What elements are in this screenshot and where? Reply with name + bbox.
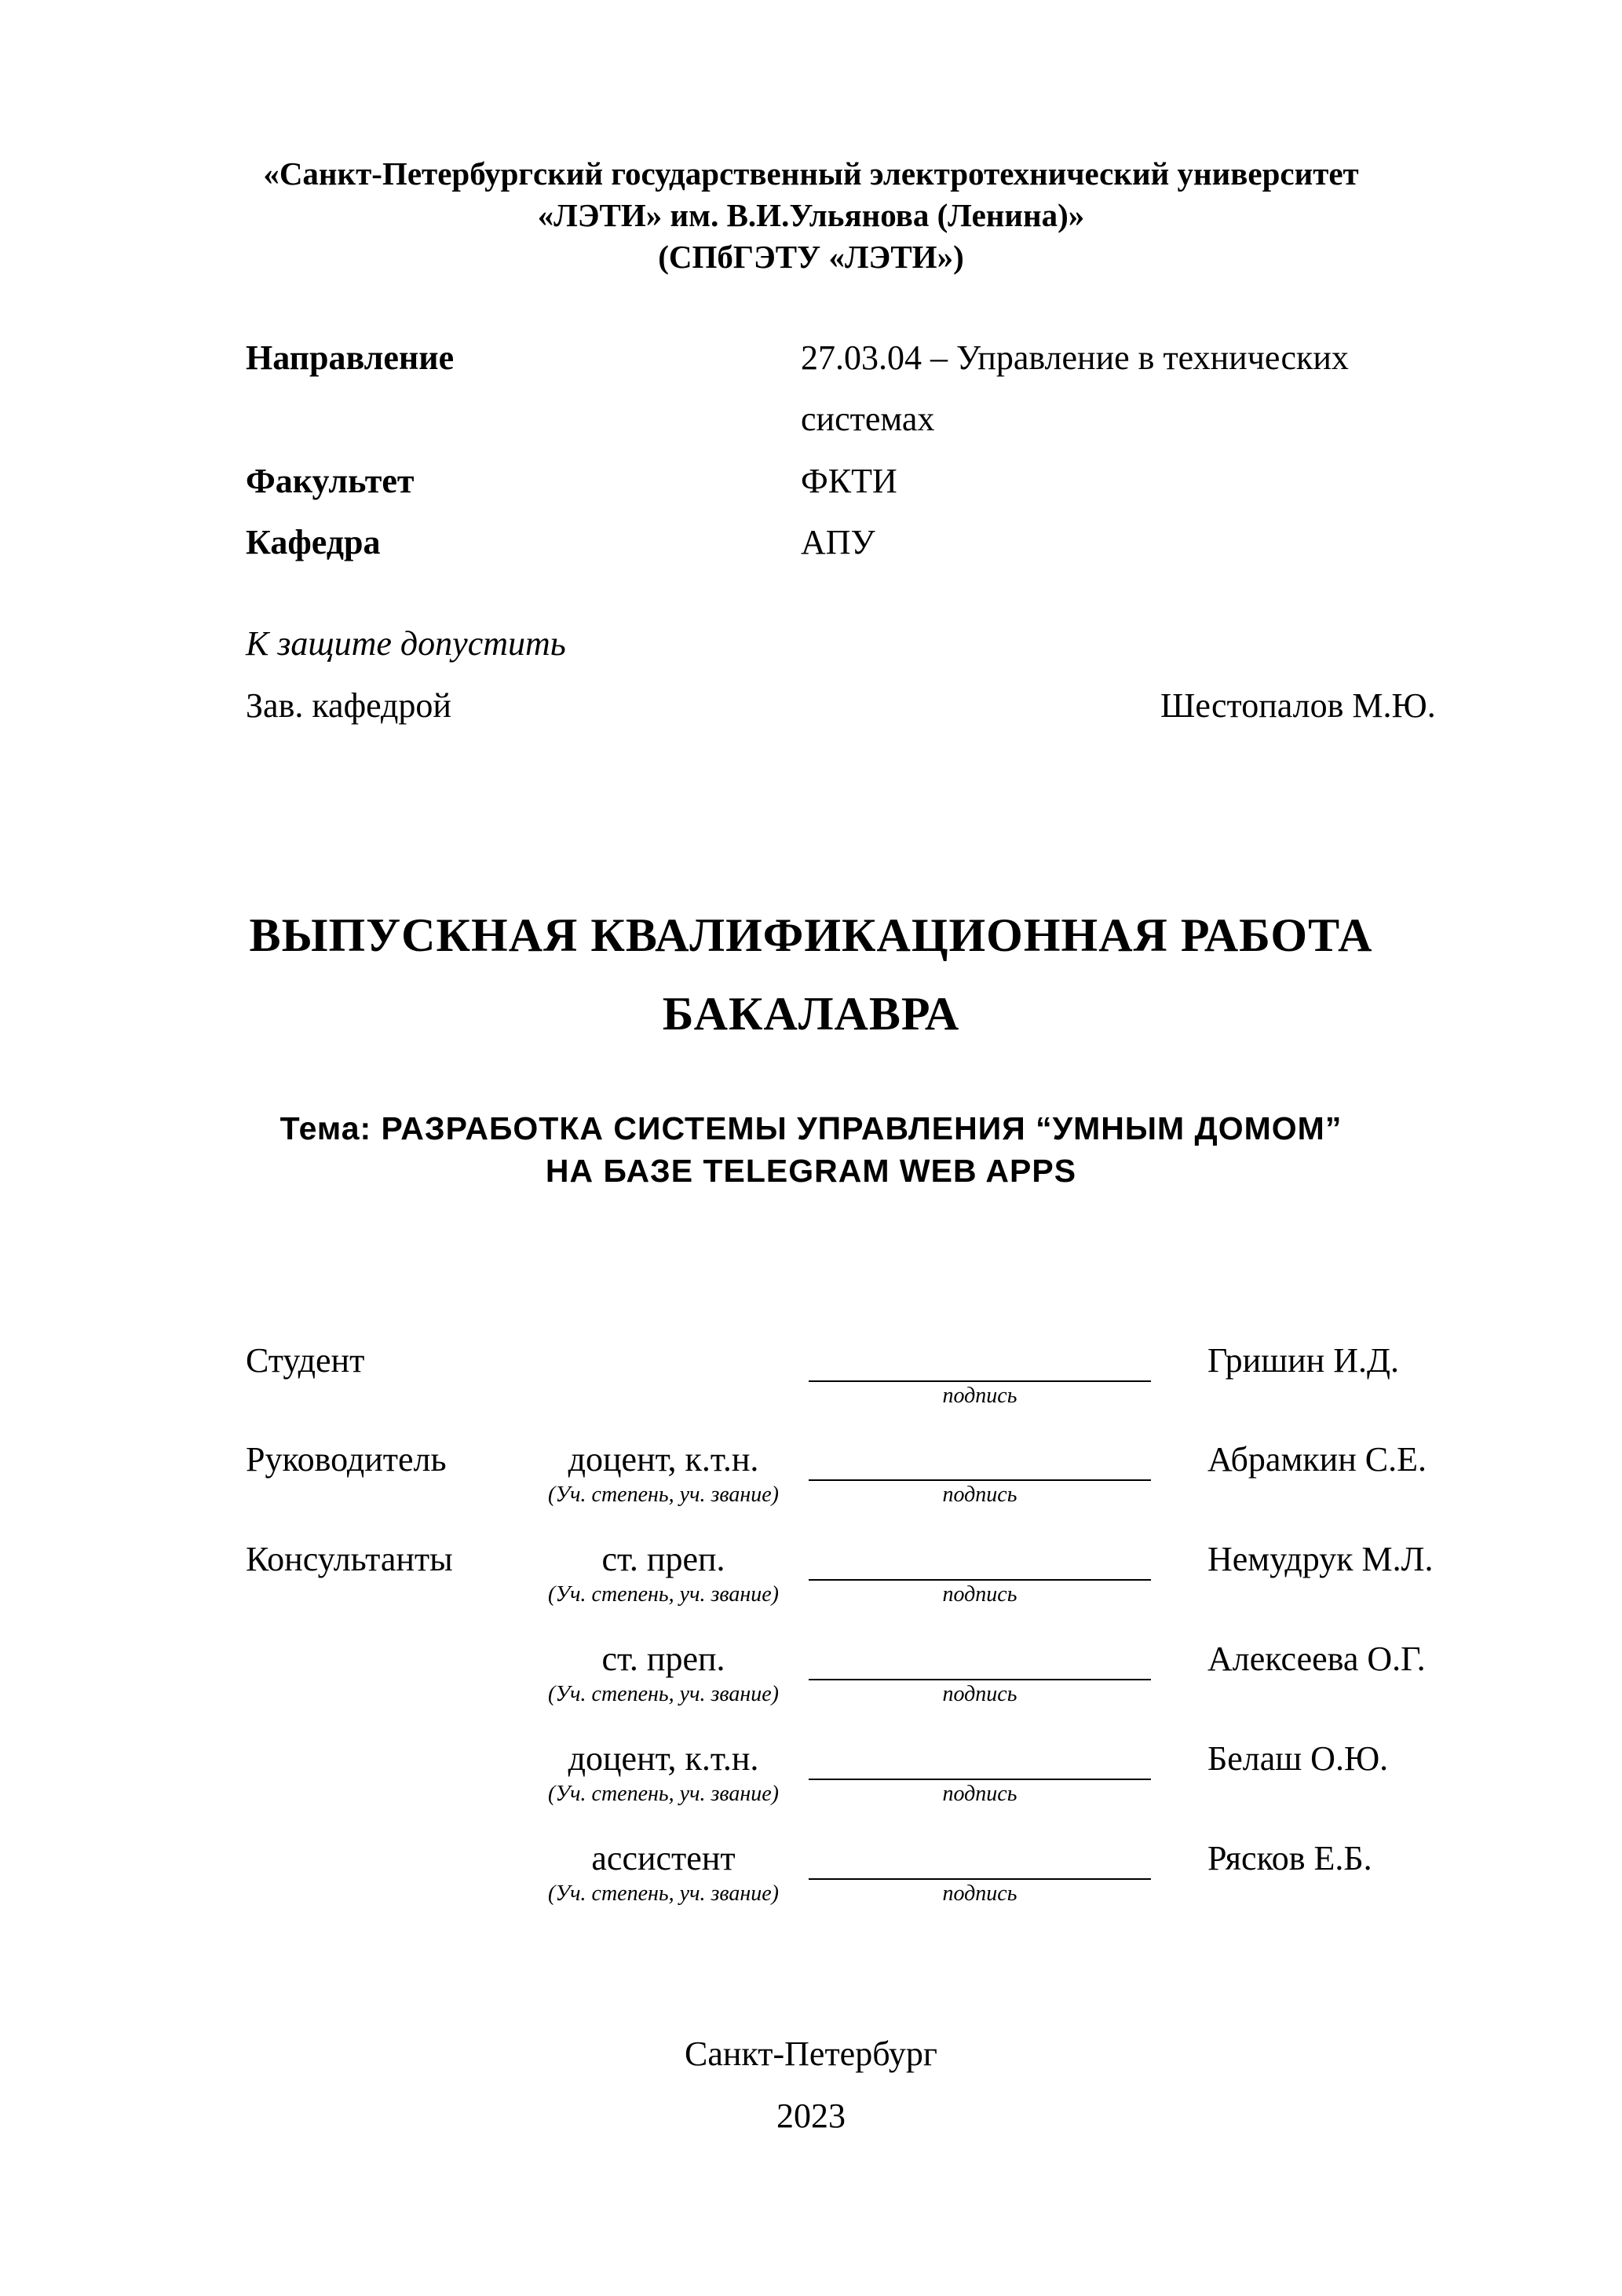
direction-label: Направление xyxy=(246,338,455,377)
supervisor-degree: доцент, к.т.н. xyxy=(568,1440,759,1479)
theme-line-2: НА БАЗЕ TELEGRAM WEB APPS xyxy=(545,1153,1077,1189)
university-line-1: «Санкт-Петербургский государственный электротехнический университет xyxy=(263,155,1359,192)
faculty-value: ФКТИ xyxy=(801,462,897,500)
work-title-line-1: ВЫПУСКНАЯ КВАЛИФИКАЦИОННАЯ РАБОТА xyxy=(249,909,1373,961)
theme-line-1: Тема: РАЗРАБОТКА СИСТЕМЫ УПРАВЛЕНИЯ “УМНЫМ ДОМОМ” xyxy=(279,1110,1343,1146)
supervisor-role: Руководитель xyxy=(246,1440,447,1479)
student-name: Гришин И.Д. xyxy=(1207,1341,1399,1380)
department-value: АПУ xyxy=(801,523,875,561)
consultant-1-degree: ст. преп. xyxy=(601,1540,725,1578)
work-title-line-2: БАКАЛАВРА xyxy=(662,988,960,1040)
student-signature-hint: подпись xyxy=(942,1384,1017,1408)
consultant-3-degree: доцент, к.т.н. xyxy=(568,1739,759,1778)
consultant-4-degree: ассистент xyxy=(591,1839,736,1877)
city: Санкт-Петербург xyxy=(685,2035,937,2073)
consultant-4-signature-hint: подпись xyxy=(942,1881,1017,1906)
supervisor-name: Абрамкин С.Е. xyxy=(1207,1440,1427,1479)
consultant-2-signature-hint: подпись xyxy=(942,1682,1017,1706)
direction-value-line-1: 27.03.04 – Управление в технических xyxy=(801,338,1349,377)
consultant-3-signature-line xyxy=(809,1779,1151,1780)
university-line-3: (СПбГЭТУ «ЛЭТИ») xyxy=(658,239,964,275)
head-of-department-label: Зав. кафедрой xyxy=(246,686,451,725)
consultant-3-signature-hint: подпись xyxy=(942,1782,1017,1806)
faculty-label: Факультет xyxy=(246,462,415,500)
consultants-role: Консультанты xyxy=(246,1540,453,1578)
consultant-1-signature-line xyxy=(809,1579,1151,1581)
university-line-2: «ЛЭТИ» им. В.И.Ульянова (Ленина)» xyxy=(537,197,1085,233)
head-of-department-name: Шестопалов М.Ю. xyxy=(1160,686,1436,725)
consultant-1-signature-hint: подпись xyxy=(942,1582,1017,1607)
consultant-2-name: Алексеева О.Г. xyxy=(1207,1640,1426,1678)
consultant-2-signature-line xyxy=(809,1679,1151,1680)
year: 2023 xyxy=(776,2097,846,2135)
consultant-3-degree-hint: (Уч. степень, уч. звание) xyxy=(548,1782,779,1806)
consultant-4-signature-line xyxy=(809,1878,1151,1880)
direction-value-line-2: системах xyxy=(801,400,935,438)
department-label: Кафедра xyxy=(246,523,381,561)
consultant-3-name: Белаш О.Ю. xyxy=(1207,1739,1389,1778)
student-signature-line xyxy=(809,1380,1151,1382)
consultant-1-degree-hint: (Уч. степень, уч. звание) xyxy=(548,1582,779,1607)
student-role: Студент xyxy=(246,1341,365,1380)
supervisor-signature-line xyxy=(809,1479,1151,1481)
consultant-2-degree-hint: (Уч. степень, уч. звание) xyxy=(548,1682,779,1706)
consultant-4-name: Рясков Е.Б. xyxy=(1207,1839,1372,1877)
consultant-2-degree: ст. преп. xyxy=(601,1640,725,1678)
consultant-1-name: Немудрук М.Л. xyxy=(1207,1540,1434,1578)
supervisor-signature-hint: подпись xyxy=(942,1483,1017,1507)
consultant-4-degree-hint: (Уч. степень, уч. звание) xyxy=(548,1881,779,1906)
admit-to-defense: К защите допустить xyxy=(246,624,566,663)
supervisor-degree-hint: (Уч. степень, уч. звание) xyxy=(548,1483,779,1507)
